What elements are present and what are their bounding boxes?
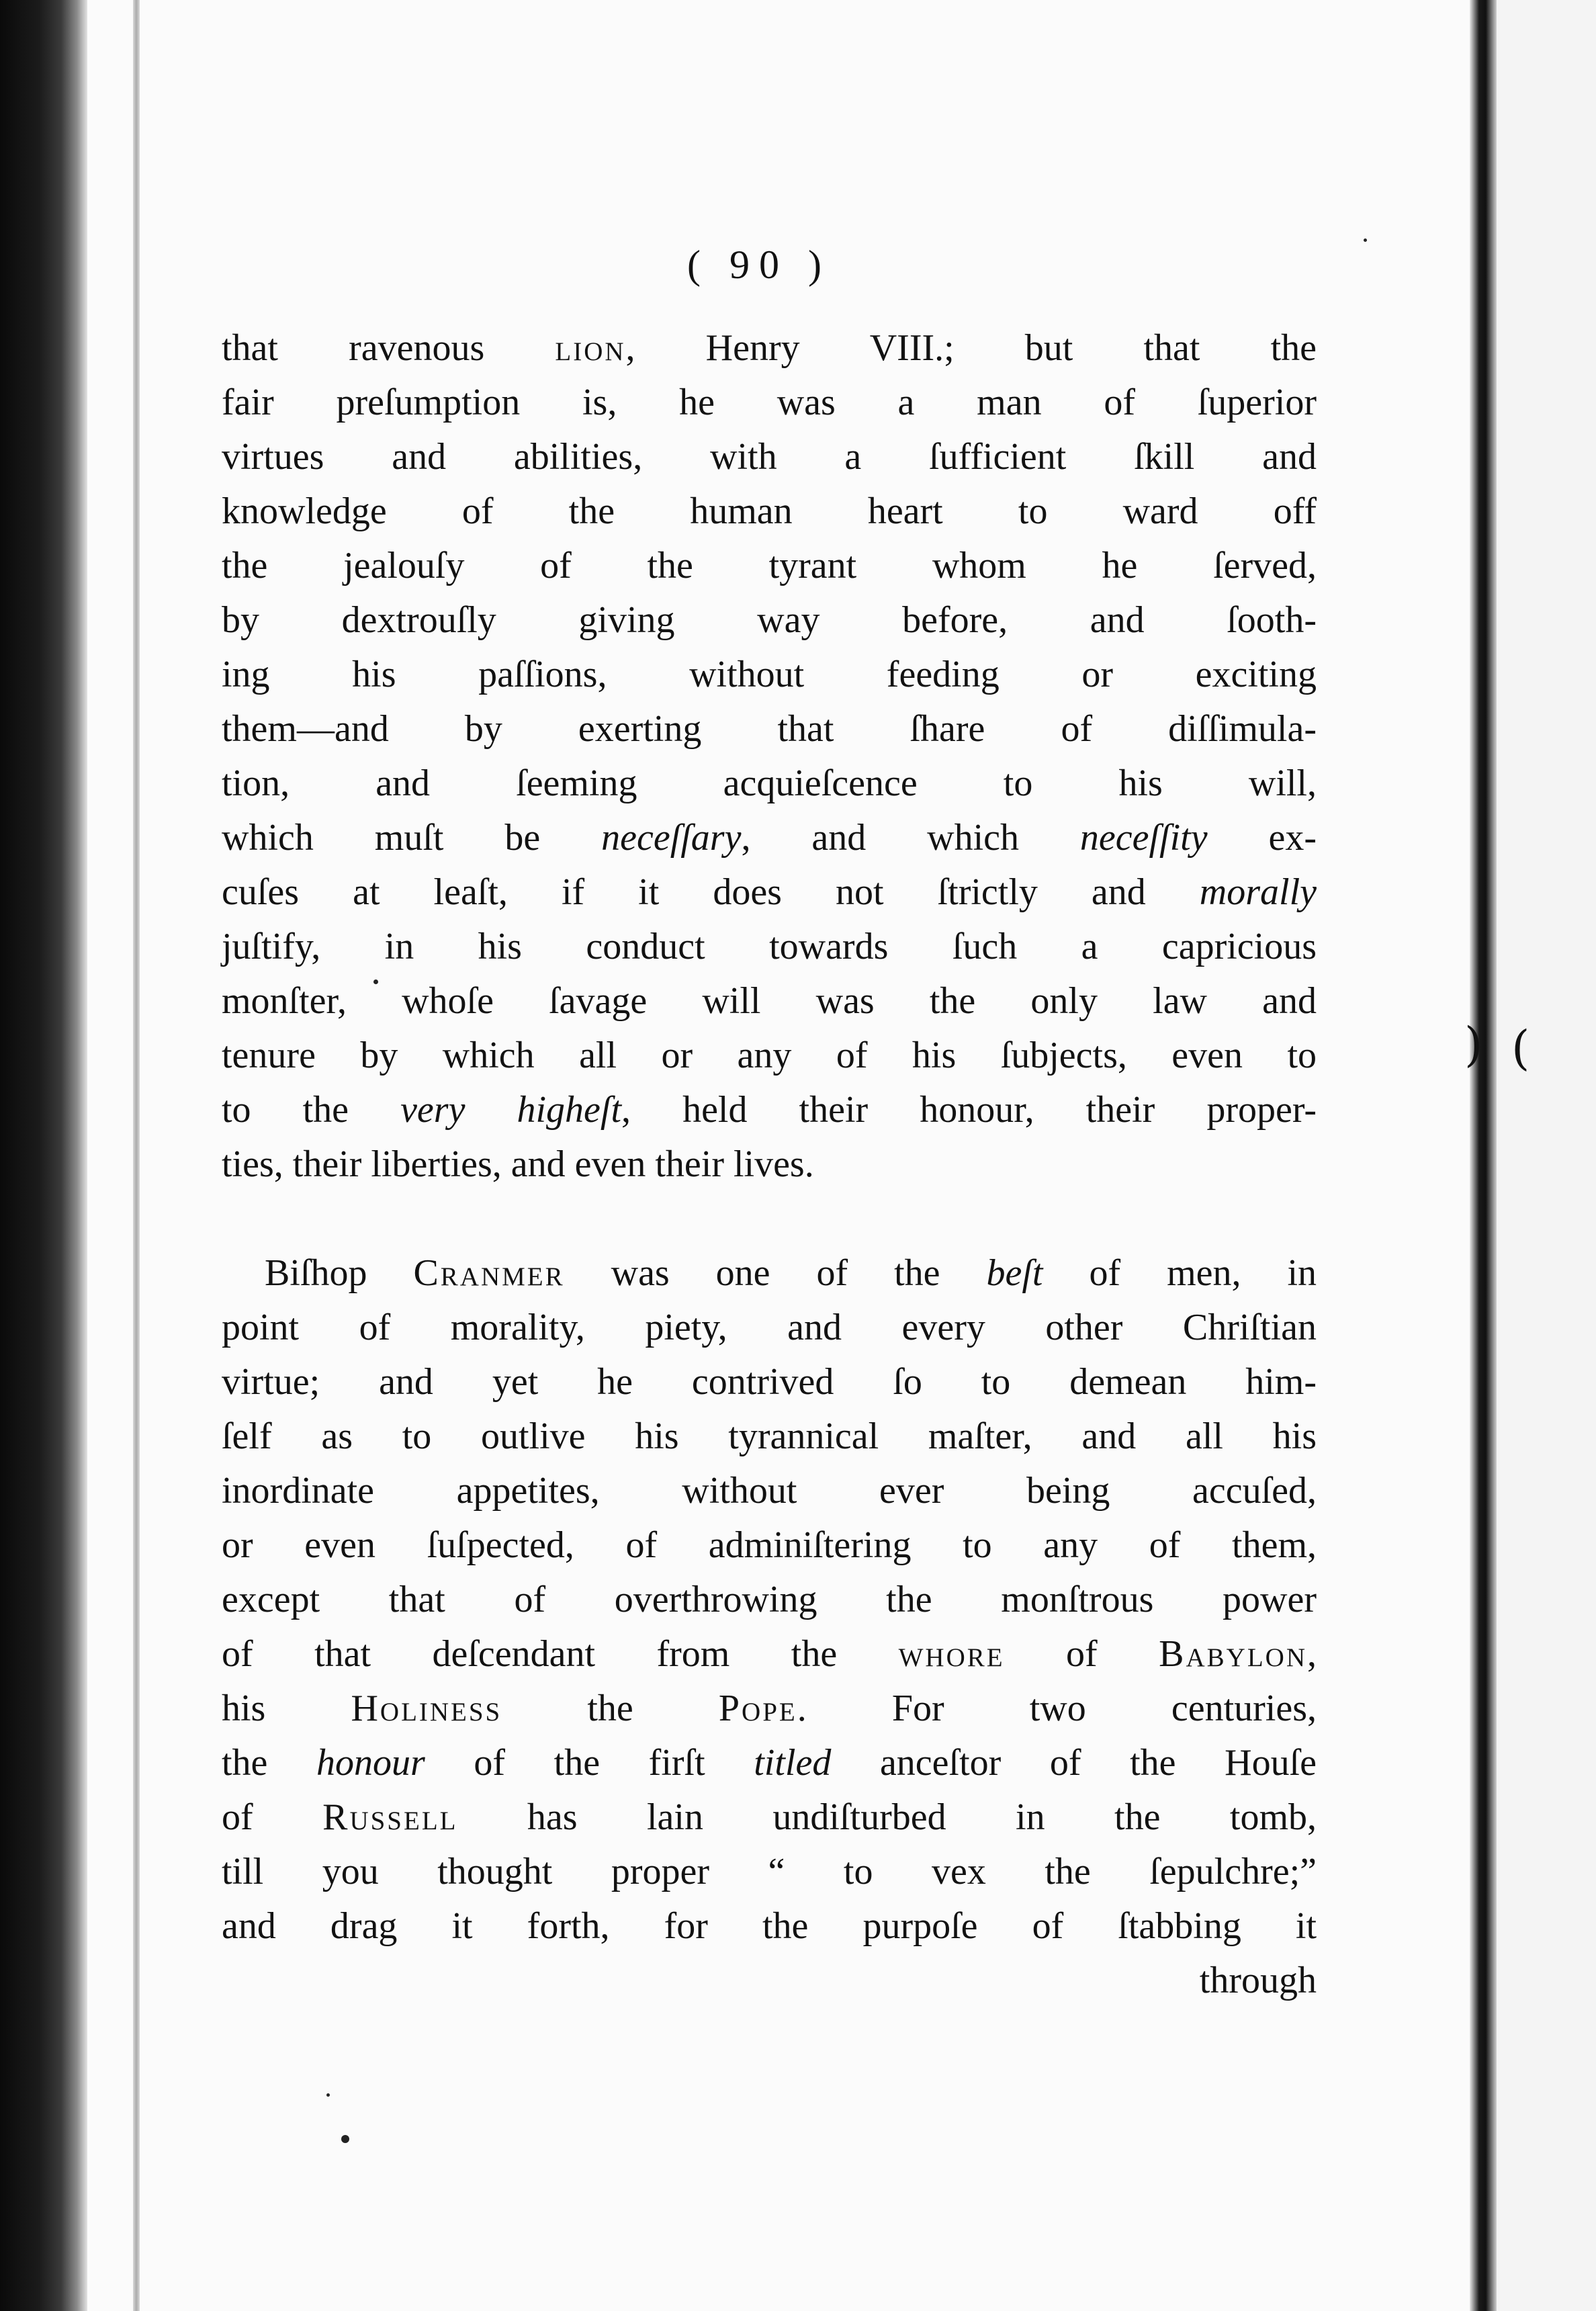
text-run: fair preſumption is, he was a man of ſuperior	[222, 382, 1317, 423]
text-line	[222, 974, 1317, 1029]
text-run: neceſſary	[601, 817, 742, 859]
text-run: virtue; and yet he contrived ſo to demean him-	[222, 1361, 1317, 1403]
text-run: or even ſuſpected, of adminiſtering to any of them,	[222, 1524, 1317, 1566]
text-run: cuſes at leaſt, if it does not ſtrictly and	[222, 871, 1200, 913]
text-line	[222, 702, 1317, 756]
adjacent-page-strip	[1497, 0, 1596, 2311]
text-run: them—and by exerting that ſhare of diſſimula-	[222, 708, 1317, 750]
text-line	[222, 1301, 1317, 1355]
text-run: ſelf as to outlive his tyrannical maſter, and all his	[222, 1415, 1317, 1457]
text-run: monſter, whoſe ſavage will was the only law and	[222, 980, 1317, 1022]
text-run: ties, their liberties, and even their lives.	[222, 1143, 814, 1185]
text-run: neceſſity	[1079, 817, 1208, 859]
text-run: which muſt be	[222, 817, 602, 859]
text-run: to the	[222, 1089, 401, 1131]
text-run: that ravenous	[222, 327, 556, 369]
text-run: by dextrouſly giving way before, and ſooth-	[222, 599, 1317, 641]
text-line	[222, 321, 1317, 376]
text-run: inordinate appetites, without ever being accuſed,	[222, 1470, 1317, 1512]
text-run: juſtify, in his conduct towards ſuch a capricious	[222, 926, 1317, 967]
margin-bracket-right: )	[1464, 1017, 1483, 1072]
text-line	[222, 430, 1317, 484]
text-line	[222, 539, 1317, 593]
ink-speck	[341, 2135, 349, 2143]
text-run: Biſhop	[265, 1252, 414, 1294]
text-run: very higheſt	[400, 1089, 622, 1131]
text-run: of	[1004, 1633, 1159, 1675]
text-line	[222, 920, 1317, 974]
text-run: of men, in	[1043, 1252, 1317, 1294]
text-run: the	[222, 1742, 317, 1784]
text-run: , held their honour, their proper-	[621, 1089, 1317, 1131]
text-run: tion, and ſeeming acquieſcence to his will,	[222, 762, 1317, 804]
text-run: lion	[555, 327, 626, 369]
text-run: . For two centuries,	[797, 1688, 1317, 1729]
page-number: ( 90 )	[687, 243, 831, 287]
gutter-line	[133, 0, 140, 2311]
book-spine-shadow	[0, 0, 87, 2311]
text-line	[222, 376, 1317, 430]
margin-bracket-left: (	[1511, 1020, 1530, 1076]
text-line	[222, 811, 1317, 865]
text-run: Cranmer	[413, 1252, 565, 1294]
text-run: his	[222, 1688, 351, 1729]
text-line	[222, 1083, 1317, 1137]
text-line	[222, 1464, 1317, 1518]
text-run: beſt	[986, 1252, 1043, 1294]
text-run: Babylon	[1159, 1633, 1307, 1675]
text-line	[222, 1029, 1317, 1083]
text-run: knowledge of the human heart to ward off	[222, 490, 1317, 532]
text-line	[222, 1409, 1317, 1464]
text-run: of	[222, 1796, 323, 1838]
text-run: ex-	[1207, 817, 1317, 859]
page-edge-shadow	[1470, 0, 1497, 2311]
paragraph-break	[222, 1192, 1317, 1246]
text-run: anceſtor of the Houſe	[831, 1742, 1317, 1784]
text-run: except that of overthrowing the monſtrous power	[222, 1579, 1317, 1620]
text-line	[222, 1736, 1317, 1790]
text-line	[222, 1246, 1317, 1301]
text-line	[222, 1627, 1317, 1682]
text-run: , and which	[741, 817, 1080, 859]
text-line	[222, 1137, 1317, 1192]
text-run: and drag it forth, for the purpoſe of ſtabbing it	[222, 1905, 1317, 1947]
text-run: Pope	[718, 1688, 797, 1729]
text-line	[222, 1845, 1317, 1899]
text-line	[222, 484, 1317, 539]
text-line	[222, 1355, 1317, 1409]
text-run: of the firſt	[425, 1742, 754, 1784]
text-run: point of morality, piety, and every other Chriſtian	[222, 1307, 1317, 1348]
text-line	[222, 865, 1317, 920]
text-run: honour	[316, 1742, 425, 1784]
text-run: , Henry VIII.; but that the	[625, 327, 1317, 369]
text-run: the	[502, 1688, 719, 1729]
text-line	[222, 1790, 1317, 1845]
text-run: of that deſcendant from the	[222, 1633, 899, 1675]
text-run: whore	[898, 1633, 1005, 1675]
text-run: Russell	[322, 1796, 458, 1838]
text-line	[222, 648, 1317, 702]
text-line	[222, 1682, 1317, 1736]
text-line	[222, 1518, 1317, 1573]
body-text	[222, 321, 1317, 2008]
text-run: titled	[754, 1742, 832, 1784]
text-run: has lain undiſturbed in the tomb,	[457, 1796, 1317, 1838]
ink-speck	[1364, 238, 1367, 242]
text-line	[222, 1573, 1317, 1627]
text-run: tenure by which all or any of his ſubjects, even to	[222, 1035, 1317, 1076]
text-line	[222, 1899, 1317, 1954]
text-run: virtues and abilities, with a ſufficient ſkill and	[222, 436, 1317, 478]
ink-speck	[326, 2093, 330, 2097]
text-line	[222, 593, 1317, 648]
text-run: ing his paſſions, without feeding or exciting	[222, 654, 1317, 695]
text-run: till you thought proper “ to vex the ſepulchre;”	[222, 1851, 1317, 1892]
text-run: ,	[1307, 1633, 1317, 1675]
text-run: morally	[1199, 871, 1317, 913]
text-run: the jealouſy of the tyrant whom he ſerved,	[222, 545, 1317, 586]
text-line	[222, 756, 1317, 811]
catchword: through	[1199, 1960, 1317, 2001]
text-run: Holiness	[351, 1688, 502, 1729]
text-run: was one of the	[564, 1252, 987, 1294]
